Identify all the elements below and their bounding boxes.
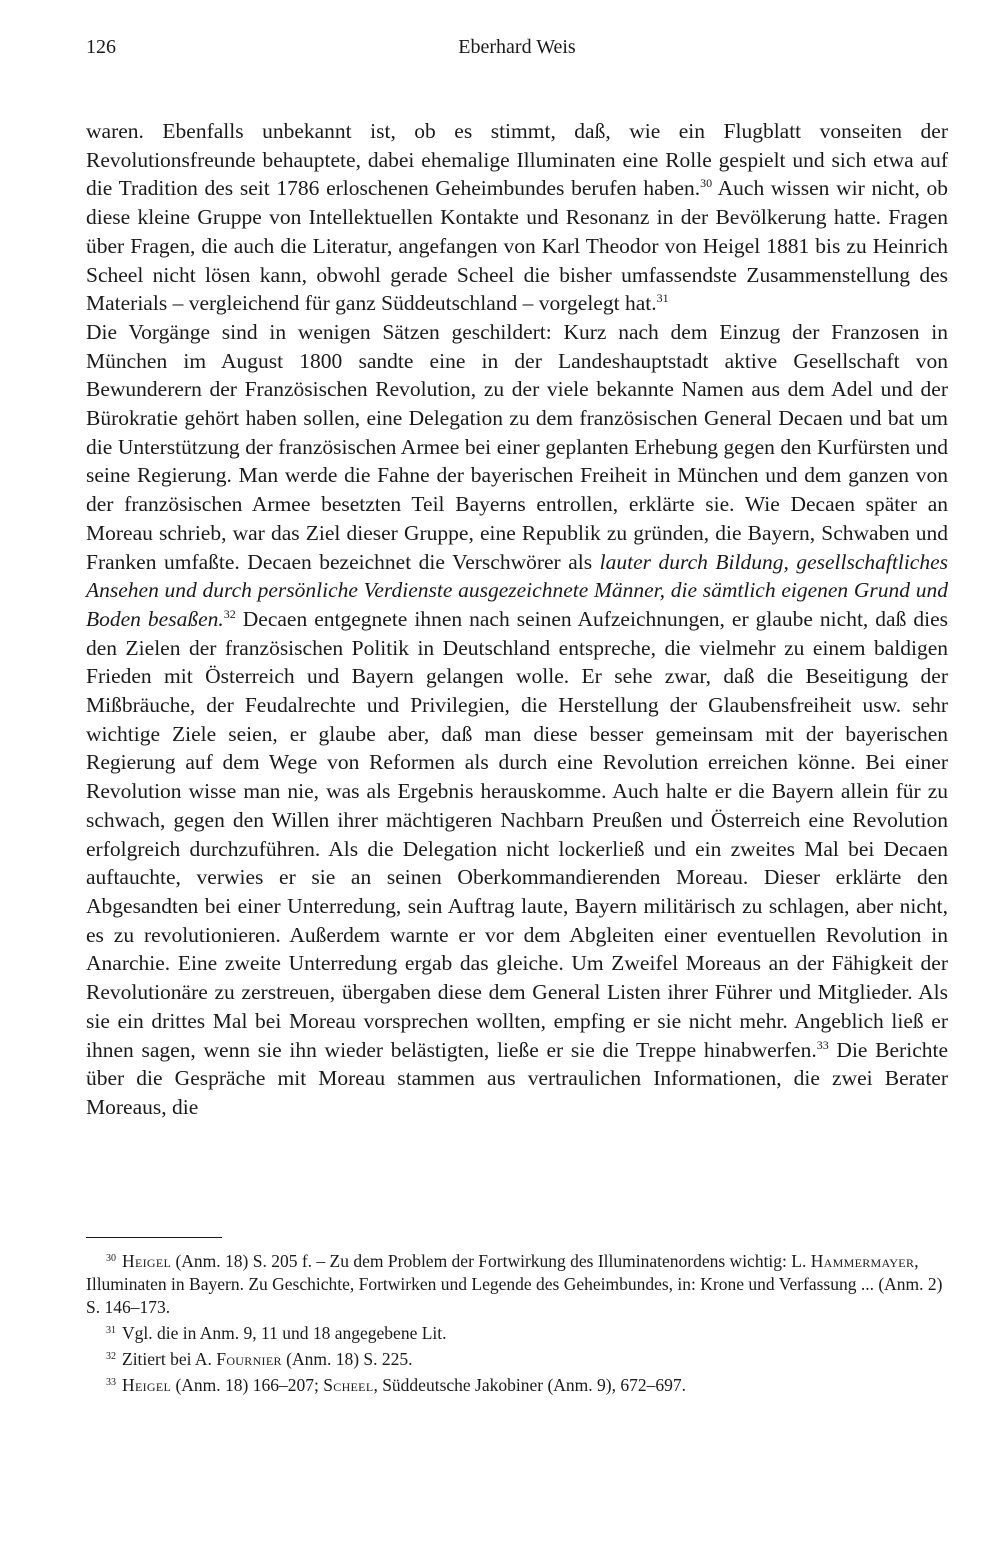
footnote-number: 32 — [106, 1351, 116, 1362]
footnote — [86, 1371, 948, 1397]
running-head: Eberhard Weis — [458, 36, 576, 58]
footnote-text: (Anm. 18) S. 205 f. – Zu dem Problem der Fortwirkung des Illuminatenordens wichtig: L. — [171, 1251, 811, 1271]
footnote-text: (Anm. 18) 166–207; — [171, 1375, 324, 1395]
paragraph-text: Die Vorgänge sind in wenigen Sätzen geschildert: Kurz nach dem Einzug der Franzosen in München im August 1800 sandte eine in der Landeshauptstadt aktive Gesellschaft von Bewunderern der Französischen Revolution, zu der viele bekannte Namen aus dem Adel und der Bürokratie gehört haben sollen, eine Delegation zu dem französischen General Decaen und bat um die Unterstützung der französischen Armee bei einer geplanten Erhebung gegen den Kurfürsten und seine Regierung. Man werde die Fahne der bayerischen Freiheit in München und dem ganzen von der französischen Armee besetzten Teil Bayerns entrollen, erklärte sie. Wie Decaen später an Moreau schrieb, war das Ziel dieser Gruppe, eine Republik zu gründen, die Bayern, Schwaben und Franken umfaßte. Decaen bezeichnet die Verschwörer als — [86, 319, 948, 574]
footnote-text: Zitiert bei A. — [122, 1349, 217, 1369]
italic-quotation: lauter durch Bildung, gesellschaftliches Ansehen und durch persönliche Verdienste ausgezeichnete Männer, die sämtlich eigenen Grund und Boden besaßen. — [86, 549, 948, 631]
page-number: 126 — [86, 36, 116, 58]
paragraph-text: Auch wissen wir nicht, ob diese kleine Gruppe von Intellektuellen Kontakte und Resonanz in der Bevölkerung hatte. Fragen über Fragen, die auch die Literatur, angefangen von Karl Theodor von Heigel 1881 bis zu Heinrich Scheel nicht lösen kann, obwohl gerade Scheel die bisher umfassendste Zusammenstellung des Materials – vergleichend für ganz Süddeutschland – vorgelegt hat. — [86, 176, 948, 316]
footnote-reference: 32 — [223, 606, 236, 621]
footnote-text: , Süddeutsche Jakobiner (Anm. 9), 672–697. — [373, 1375, 686, 1395]
footnote-author: Heigel — [122, 1375, 172, 1395]
footnote-author: Heigel — [122, 1251, 172, 1271]
footnote-reference: 33 — [816, 1037, 829, 1052]
footnote-text: , Illuminaten in Bayern. Zu Geschichte, Fortwirken und Legende des Geheimbundes, in: Krone und Verfassung ... (Anm. 2) S. 146–173. — [86, 1251, 943, 1317]
footnote-reference: 31 — [656, 291, 669, 306]
footnote-author: Scheel — [323, 1375, 374, 1395]
footnote-number: 30 — [106, 1253, 116, 1264]
paragraph — [86, 318, 948, 1122]
footnote — [86, 1345, 948, 1371]
footnote — [86, 1319, 948, 1345]
footnote-author: Fournier — [216, 1349, 282, 1369]
paragraph-text: waren. Ebenfalls unbekannt ist, ob es stimmt, daß, wie ein Flugblatt vonseiten der Revolutionsfreunde behauptete, dabei ehemalige Illuminaten eine Rolle gespielt und sich etwa auf die Tradition des seit 1786 erloschenen Geheimbundes berufen haben. — [86, 119, 948, 201]
page-header — [86, 36, 948, 66]
paragraph-text: Die Berichte über die Gespräche mit Moreau stammen aus vertraulichen Informationen, die zwei Berater Moreaus, die — [86, 1037, 949, 1119]
footnote-text: (Anm. 18) S. 225. — [281, 1349, 413, 1369]
footnote-separator — [86, 1237, 222, 1238]
body-text — [86, 117, 948, 1122]
footnote-number: 33 — [106, 1377, 116, 1388]
page — [86, 36, 948, 1122]
footnotes — [86, 1247, 948, 1397]
paragraph — [86, 117, 948, 318]
footnote-reference: 30 — [700, 176, 713, 191]
footnote-author: Hammermayer — [810, 1251, 915, 1271]
paragraph-text: Decaen entgegnete ihnen nach seinen Aufzeichnungen, er glaube nicht, daß dies den Zielen der französischen Politik in Deutschland entspreche, die vielmehr zu einem baldigen Frieden mit Österreich und Bayern gelangen wolle. Er sehe zwar, daß die Beseitigung der Mißbräuche, der Feudalrechte und Privilegien, die Herstellung der Glaubensfreiheit usw. sehr wichtige Ziele seien, er glaube aber, daß man diese besser gemeinsam mit der bayerischen Regierung auf dem Wege von Reformen als durch eine Revolution erreichen könne. Bei einer Revolution wisse man nie, was als Ergebnis herauskomme. Auch halte er die Bayern allein für zu schwach, gegen den Willen ihrer mächtigeren Nachbarn Preußen und Österreich eine Revolution erfolgreich durchzuführen. Als die Delegation nicht lockerließ und ein zweites Mal bei Decaen auftauchte, verwies er sie an seinen Oberkommandierenden Moreau. Dieser erklärte den Abgesandten bei einer Unterredung, sein Auftrag laute, Bayern militärisch zu schlagen, aber nicht, es zu revolutionieren. Außerdem warnte er vor dem Abgleiten einer eventuellen Revolution in Anarchie. Eine zweite Unterredung ergab das gleiche. Um Zweifel Moreaus an der Fähigkeit der Revolutionäre zu zerstreuen, übergaben diese dem General Listen ihrer Führer und Mitglieder. Als sie ein drittes Mal bei Moreau vorsprechen wollten, empfing er sie nicht mehr. Angeblich ließ er ihnen sagen, wenn sie ihn wieder belästigten, ließe er sie die Treppe hinabwerfen. — [86, 606, 948, 1062]
footnote — [86, 1247, 948, 1319]
footnote-number: 31 — [106, 1325, 116, 1336]
footnote-text: Vgl. die in Anm. 9, 11 und 18 angegebene Lit. — [122, 1323, 447, 1343]
